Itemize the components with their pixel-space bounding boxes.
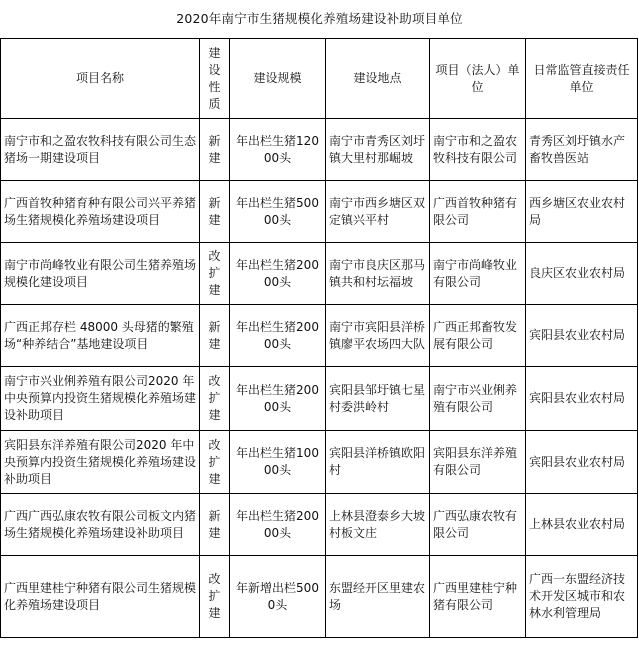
cell-project-name: 宾阳县东洋养殖有限公司2020 年中央预算内投资生猪规模化养殖场建设补助项目 [1,431,200,494]
table-row [1,243,638,305]
cell-nature: 新建 [200,305,230,367]
col-header-nature: 建设性质 [200,39,230,119]
cell-unit: 南宁市尚峰牧业有限公司 [430,243,526,305]
table-row [1,367,638,431]
cell-project-name: 广西广西弘康农牧有限公司板文内猪场生猪规模化养殖场建设补助项目 [1,494,200,556]
cell-nature: 新建 [200,119,230,181]
cell-scale: 年出栏生猪12000头 [230,119,326,181]
cell-nature: 改扩建 [200,556,230,638]
cell-scale: 年新增出栏5000头 [230,556,326,638]
col-header-location: 建设地点 [326,39,430,119]
table-row [1,305,638,367]
cell-location: 东盟经开区里建农场 [326,556,430,638]
cell-location: 宾阳县邹圩镇七星村委洪岭村 [326,367,430,431]
table-row [1,556,638,638]
cell-location: 南宁市青秀区刘圩镇大里村那崛坡 [326,119,430,181]
cell-location: 南宁市西乡塘区双定镇兴平村 [326,181,430,243]
cell-nature: 新建 [200,494,230,556]
cell-location: 南宁市宾阳县洋桥镇廖平农场四大队 [326,305,430,367]
cell-unit: 宾阳县东洋养殖有限公司 [430,431,526,494]
cell-scale: 年出栏生猪50000头 [230,181,326,243]
cell-supervisor: 良庆区农业农村局 [526,243,638,305]
cell-unit: 南宁市和之盈农牧科技有限公司 [430,119,526,181]
cell-supervisor: 上林县农业农村局 [526,494,638,556]
col-header-supervisor: 日常监管直接责任单位 [526,39,638,119]
cell-unit: 广西弘康农牧有限公司 [430,494,526,556]
cell-unit: 广西正邦畜牧发展有限公司 [430,305,526,367]
table-row [1,181,638,243]
cell-supervisor: 西乡塘区农业农村局 [526,181,638,243]
col-header-name: 项目名称 [1,39,200,119]
cell-supervisor: 青秀区刘圩镇水产畜牧兽医站 [526,119,638,181]
cell-project-name: 广西正邦存栏 48000 头母猪的繁殖场“种养结合”基地建设项目 [1,305,200,367]
cell-project-name: 南宁市和之盈农牧科技有限公司生态猪场一期建设项目 [1,119,200,181]
cell-scale: 年出栏生猪20000头 [230,494,326,556]
cell-location: 南宁市良庆区那马镇共和村坛福坡 [326,243,430,305]
cell-project-name: 南宁市尚峰牧业有限公司生猪养殖场规模化建设项目 [1,243,200,305]
cell-nature: 改扩建 [200,431,230,494]
cell-unit: 广西首牧种猪有限公司 [430,181,526,243]
cell-supervisor: 宾阳县农业农村局 [526,305,638,367]
cell-nature: 新建 [200,181,230,243]
cell-scale: 年出栏生猪10000头 [230,431,326,494]
cell-project-name: 广西里建桂宁种猪有限公司生猪规模化养殖场建设项目 [1,556,200,638]
col-header-scale: 建设规模 [230,39,326,119]
cell-project-name: 南宁市兴业俐养殖有限公司2020 年中央预算内投资生猪规模化养殖场建设补助项目 [1,367,200,431]
cell-unit: 广西里建桂宁种猪有限公司 [430,556,526,638]
table-row [1,494,638,556]
cell-nature: 改扩建 [200,243,230,305]
col-header-unit: 项目（法人）单位 [430,39,526,119]
cell-supervisor: 宾阳县农业农村局 [526,367,638,431]
cell-location: 宾阳县洋桥镇欧阳村 [326,431,430,494]
table-row [1,431,638,494]
cell-supervisor: 广西一东盟经济技术开发区城市和农林水利管理局 [526,556,638,638]
header-row [1,39,638,119]
project-table [0,38,638,638]
cell-project-name: 广西首牧种猪育种有限公司兴平养猪场生猪规模化养殖场建设项目 [1,181,200,243]
cell-nature: 改扩建 [200,367,230,431]
page-title: 2020年南宁市生猪规模化养殖场建设补助项目单位 [176,11,463,26]
cell-scale: 年出栏生猪20000头 [230,243,326,305]
cell-location: 上林县澄泰乡大坡村板文庄 [326,494,430,556]
cell-scale: 年出栏生猪20000头 [230,367,326,431]
table-row [1,119,638,181]
cell-unit: 南宁市兴业俐养殖有限公司 [430,367,526,431]
cell-scale: 年出栏生猪20000头 [230,305,326,367]
cell-supervisor: 宾阳县农业农村局 [526,431,638,494]
